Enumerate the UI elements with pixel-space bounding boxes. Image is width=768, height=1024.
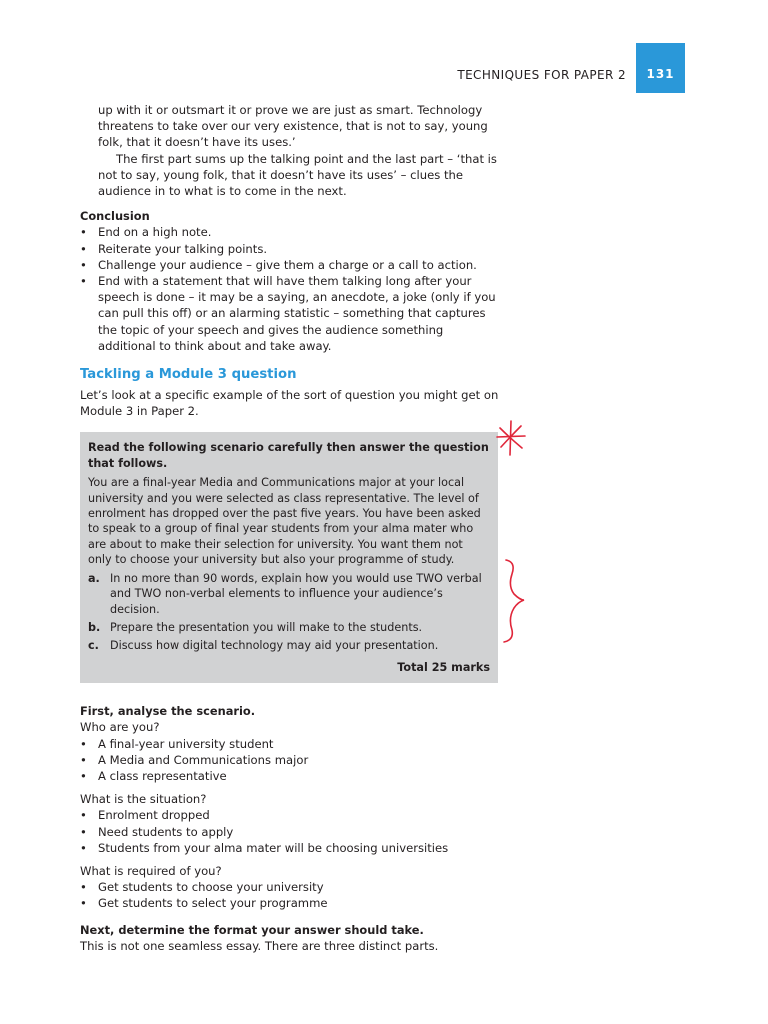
question-text: In no more than 90 words, explain how you would use TWO verbal and TWO non-verbal elements to influence your audience’s decision. [110, 571, 482, 616]
list-item: • Get students to choose your university [80, 879, 500, 895]
list-item: • A final-year university student [80, 736, 500, 752]
list-item: • Challenge your audience – give them a charge or a call to action. [80, 257, 500, 273]
question-text: Discuss how digital technology may aid your presentation. [110, 639, 439, 653]
list-item: • Enrolment dropped [80, 807, 500, 823]
section-title: Tackling a Module 3 question [80, 367, 297, 383]
section-intro: Let’s look at a specific example of the sort of question you might get on Module 3 in Paper 2. [80, 388, 499, 419]
analysis-question: Who are you? [80, 720, 160, 735]
question-letter: c. [88, 639, 99, 653]
analysis-question: What is the situation? [80, 792, 207, 807]
analysis-list [80, 736, 500, 785]
list-item: • End on a high note. [80, 224, 500, 240]
conclusion-heading: Conclusion [80, 209, 150, 224]
question-letter: b. [88, 620, 101, 634]
analysis-list [80, 807, 500, 856]
question-text: Prepare the presentation you will make to the students. [110, 620, 423, 634]
running-head: TECHNIQUES FOR PAPER 2 [457, 68, 626, 82]
handwritten-asterisk-icon [494, 418, 530, 458]
format-text: This is not one seamless essay. There are three distinct parts. [80, 938, 439, 953]
list-item: • Reiterate your talking points. [80, 241, 500, 257]
list-item: • Get students to select your programme [80, 895, 500, 911]
question-item-a [88, 571, 490, 617]
page-content [80, 102, 500, 954]
page-number: 131 [646, 67, 675, 81]
analysis-list [80, 879, 500, 911]
list-item: • Need students to apply [80, 824, 500, 840]
question-scenario: You are a final-year Media and Communications major at your local university and you were selected as class representative. The level of enrolment has dropped over the past five years. You have been asked to speak to a group of final year students from your alma mater who are about to make their selection for university. You want them not only to choose your university but also your programme of study. [88, 476, 481, 567]
continued-paragraph: up with it or outsmart it or prove we are just as smart. Technology threatens to take over our very existence, that is not to say, young folk, that it doesn’t have its uses.’ [98, 103, 488, 150]
list-item: • A class representative [80, 768, 500, 784]
page-number-tab [636, 43, 685, 93]
question-item-b [88, 620, 490, 635]
format-heading: Next, determine the format your answer should take. [80, 922, 424, 937]
analysis-heading: First, analyse the scenario. [80, 704, 256, 719]
list-item: • Students from your alma mater will be choosing universities [80, 840, 500, 856]
question-letter: a. [88, 571, 100, 585]
handwritten-brace-icon [500, 556, 528, 646]
list-item: • End with a statement that will have them talking long after your speech is done – it may be a saying, an anecdote, a joke (only if you can pull this off) or an alarming statistic – something that captures the topic of your speech and gives the audience something additional to think about and take away. [80, 273, 500, 354]
analysis-question: What is required of you? [80, 863, 222, 878]
list-item: • A Media and Communications major [80, 752, 500, 768]
question-item-c [88, 638, 490, 653]
question-box [80, 432, 498, 683]
conclusion-list [80, 224, 500, 354]
total-marks: Total 25 marks [397, 660, 490, 674]
question-instruction: Read the following scenario carefully then answer the question that follows. [88, 441, 489, 470]
intro-paragraph: The first part sums up the talking point and the last part – ‘that is not to say, young folk, that it doesn’t have its uses’ – clues the audience in to what is to come in the next. [98, 151, 497, 199]
